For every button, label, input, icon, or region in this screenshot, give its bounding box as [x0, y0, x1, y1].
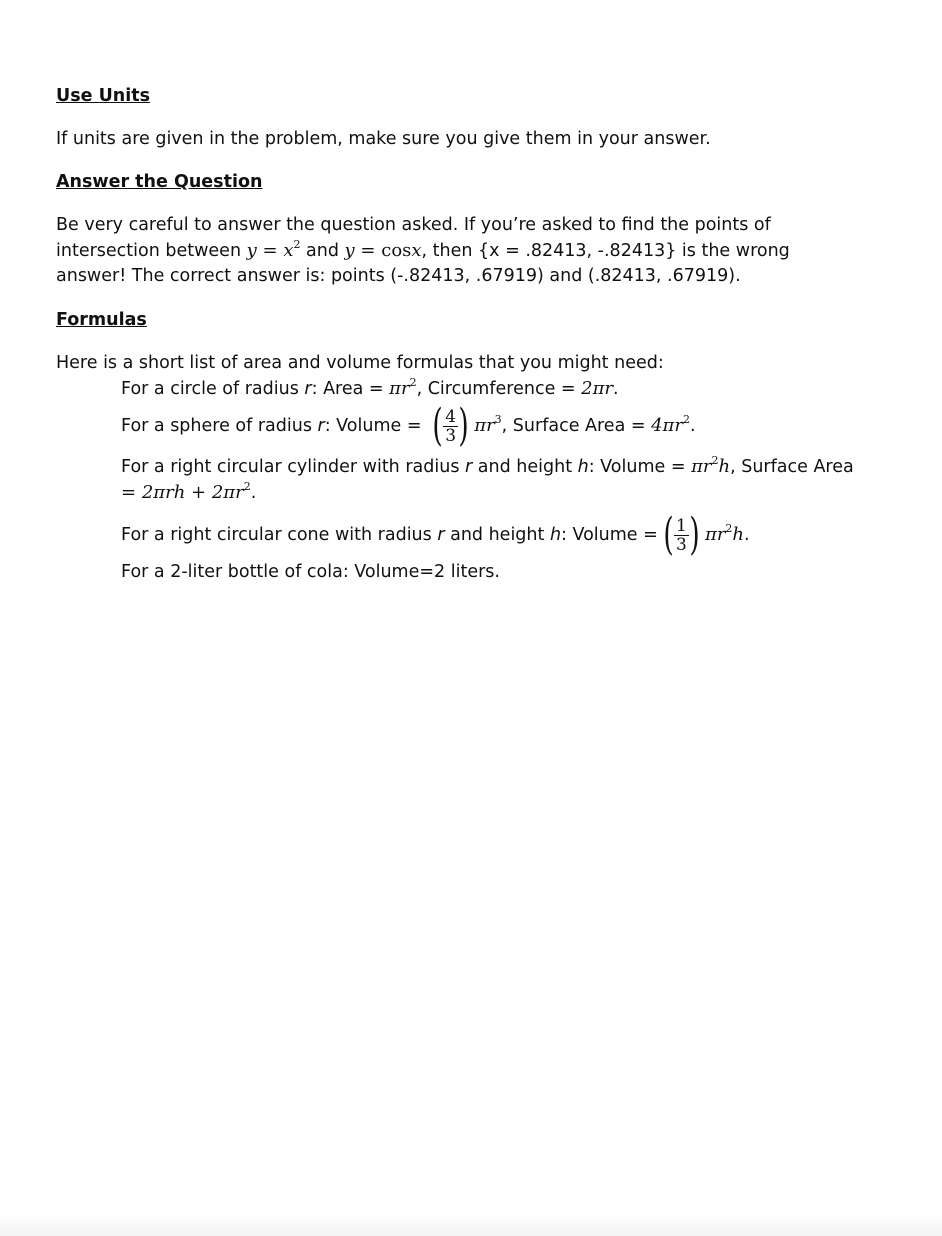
- cyl-text-a: For a right circular cylinder with radius: [121, 457, 466, 477]
- circle-text-c: , Circumference =: [416, 379, 582, 399]
- cyl-sa-eq: =: [121, 482, 142, 503]
- heading-use-units: Use Units: [56, 86, 151, 106]
- cyl-sa-plus: +: [185, 482, 212, 503]
- cyl-text-e: .: [250, 483, 257, 503]
- eq1-lhs: y: [246, 240, 257, 261]
- eq2-cos: cos: [381, 240, 412, 261]
- eq1-exponent: 2: [293, 238, 301, 251]
- fraction-4-3: [443, 408, 458, 445]
- sphere-fraction: [429, 400, 472, 451]
- document-page: [56, 84, 896, 585]
- sphere-surface-formula: [651, 415, 690, 436]
- circle-r: r: [304, 379, 312, 399]
- sphere-sa: 4πr: [651, 415, 683, 436]
- formula-cone: [121, 509, 896, 560]
- equation-parabola: [247, 240, 301, 261]
- formula-cola: For a 2-liter bottle of cola: Volume=2 liters.: [121, 562, 500, 582]
- cyl-text-c: : Volume =: [588, 457, 692, 477]
- fraction-denominator: 3: [445, 425, 457, 446]
- cone-text-d: .: [744, 525, 750, 545]
- cyl-sa-exp: 2: [243, 480, 251, 493]
- sphere-sa-exp: 2: [682, 413, 690, 426]
- heading-answer-question: Answer the Question: [56, 172, 263, 192]
- heading-formulas: Formulas: [56, 310, 147, 330]
- sphere-text-a: For a sphere of radius: [121, 416, 318, 436]
- eq1-op: =: [256, 240, 284, 261]
- cyl-r: r: [465, 457, 473, 477]
- answer-line-2-start: intersection between: [56, 241, 247, 261]
- formula-circle: [121, 376, 896, 402]
- circle-text-d: .: [613, 379, 619, 399]
- cyl-vol-h: h: [718, 456, 731, 477]
- cyl-sa-term2: 2πr: [211, 482, 244, 503]
- eq2-var: x: [411, 240, 422, 261]
- answer-line-1: Be very careful to answer the question asked. If you’re asked to find the points of: [56, 215, 771, 235]
- right-paren: ): [458, 400, 469, 451]
- formula-sphere: [121, 400, 896, 451]
- formulas-intro: Here is a short list of area and volume formulas that you might need:: [56, 353, 664, 373]
- fraction-numerator: 4: [445, 406, 457, 427]
- cone-vol-exp: 2: [725, 522, 733, 535]
- cyl-text-d: , Surface Area: [730, 457, 854, 477]
- answer-paragraph: [56, 213, 896, 289]
- formula-cylinder: [121, 454, 896, 506]
- cone-vol-h: h: [732, 524, 745, 545]
- sphere-text-b: : Volume =: [324, 416, 428, 436]
- sphere-text-c: , Surface Area =: [501, 416, 652, 436]
- sphere-vol-exp: 3: [494, 413, 502, 426]
- answer-line-2-end: , then {x = .82413, -.82413} is the wrong: [421, 241, 790, 261]
- circle-text-b: : Area =: [311, 379, 390, 399]
- cone-volume-formula: [705, 524, 744, 545]
- units-paragraph: If units are given in the problem, make sure you give them in your answer.: [56, 129, 711, 149]
- answer-line-3: answer! The correct answer is: points (-.82413, .67919) and (.82413, .67919).: [56, 266, 741, 286]
- left-paren: (: [663, 509, 674, 560]
- cone-r: r: [437, 525, 445, 545]
- equation-cosine: [345, 240, 422, 261]
- cylinder-volume-formula: [691, 456, 730, 477]
- left-paren: (: [432, 400, 443, 451]
- sphere-vol: πr: [474, 415, 495, 436]
- circle-area: πr: [389, 378, 410, 399]
- eq2-lhs: y: [344, 240, 355, 261]
- cyl-text-b: and height: [472, 457, 578, 477]
- cone-text-a: For a right circular cone with radius: [121, 525, 438, 545]
- cylinder-line-1: [121, 454, 896, 480]
- fraction-numerator: 1: [675, 515, 687, 536]
- circle-area-exp: 2: [409, 376, 417, 389]
- cone-text-b: and height: [444, 525, 550, 545]
- sphere-text-d: .: [689, 416, 696, 436]
- cylinder-surface-formula: [121, 482, 251, 503]
- answer-and: and: [300, 241, 345, 261]
- circle-text-a: For a circle of radius: [121, 379, 305, 399]
- page-bottom-shade: [0, 1216, 942, 1236]
- fraction-denominator: 3: [675, 534, 687, 555]
- circle-circumference-formula: 2πr: [581, 378, 614, 399]
- sphere-volume-formula: [474, 415, 501, 436]
- eq2-op: =: [354, 240, 382, 261]
- cyl-vol: πr: [691, 456, 712, 477]
- circle-area-formula: [389, 378, 416, 399]
- cone-vol: πr: [704, 524, 726, 545]
- cyl-sa-term1: 2πrh: [141, 482, 186, 503]
- cone-fraction: [660, 509, 703, 560]
- answer-line-2: [56, 238, 896, 264]
- cone-text-c: : Volume =: [561, 525, 658, 545]
- cylinder-line-2: [121, 480, 896, 506]
- sphere-r: r: [317, 416, 325, 436]
- cyl-vol-exp: 2: [711, 454, 719, 467]
- fraction-1-3: [674, 517, 689, 554]
- cyl-h: h: [577, 457, 589, 477]
- cone-h: h: [549, 525, 562, 545]
- right-paren: ): [689, 509, 700, 560]
- eq1-rhs: x: [283, 240, 294, 261]
